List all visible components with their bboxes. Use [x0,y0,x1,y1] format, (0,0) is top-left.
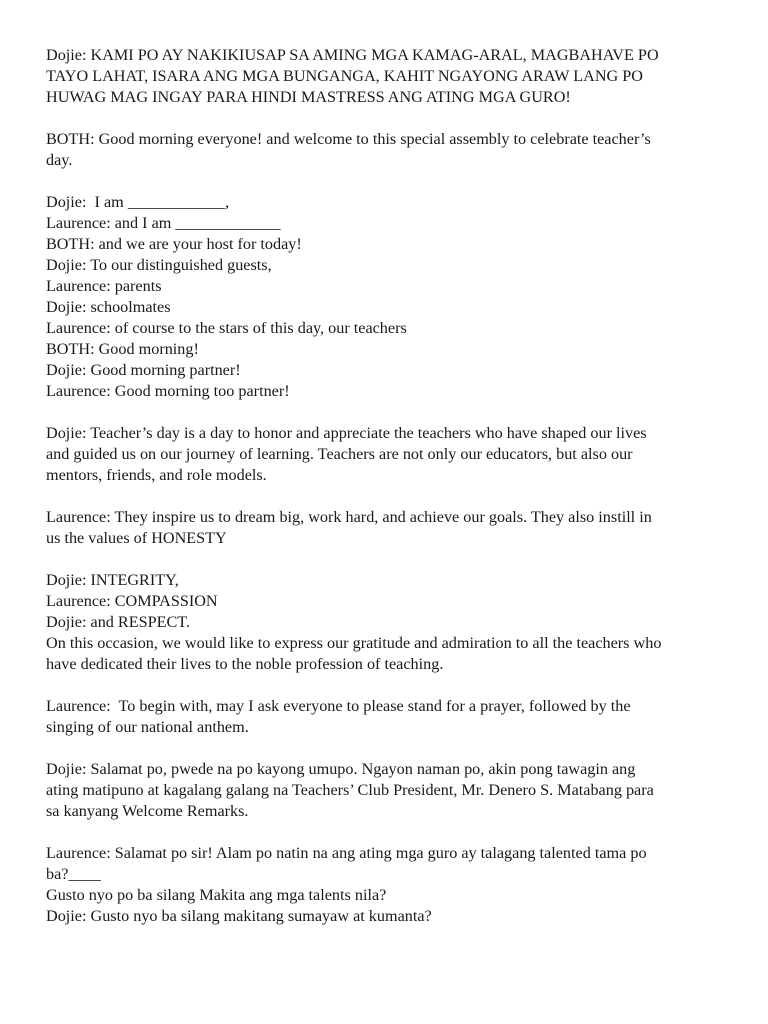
text-line: Dojie: Good morning partner! [46,361,241,379]
text-line: Dojie: To our distinguished guests, [46,256,272,274]
text-line: Dojie: schoolmates [46,298,171,316]
text-line: ating matipuno at kagalang galang na Teachers’ Club President, Mr. Denero S. Matabang para [46,781,654,799]
text-line: TAYO LAHAT, ISARA ANG MGA BUNGANGA, KAHIT NGAYONG ARAW LANG PO [46,67,643,85]
paragraph-inspire [46,507,736,549]
paragraph-values [46,570,736,675]
text-line: Laurence: COMPASSION [46,592,218,610]
paragraph-welcome-remarks [46,759,736,822]
text-line: Laurence: and I am _____________ [46,214,281,232]
script-document [46,45,736,927]
text-line: BOTH: and we are your host for today! [46,235,302,253]
text-line: mentors, friends, and role models. [46,466,267,484]
text-line: BOTH: Good morning everyone! and welcome to this special assembly to celebrate teacher’s [46,130,651,148]
paragraph-teachers-day [46,423,736,486]
paragraph-prayer [46,696,736,738]
text-line: ba?____ [46,865,101,883]
text-line: On this occasion, we would like to express our gratitude and admiration to all the teachers who [46,634,662,652]
text-line: us the values of HONESTY [46,529,227,547]
text-line: Laurence: of course to the stars of this day, our teachers [46,319,407,337]
text-line: Laurence: Good morning too partner! [46,382,290,400]
text-line: Gusto nyo po ba silang Makita ang mga talents nila? [46,886,387,904]
paragraph-host-introductions [46,192,736,402]
text-line: Dojie: Teacher’s day is a day to honor and appreciate the teachers who have shaped our lives [46,424,647,442]
paragraph-request-to-behave [46,45,736,108]
text-line: Laurence: To begin with, may I ask everyone to please stand for a prayer, followed by the [46,697,631,715]
text-line: and guided us on our journey of learning. Teachers are not only our educators, but also our [46,445,633,463]
text-line: have dedicated their lives to the noble profession of teaching. [46,655,444,673]
text-line: Dojie: KAMI PO AY NAKIKIUSAP SA AMING MGA KAMAG-ARAL, MAGBAHAVE PO [46,46,659,64]
text-line: Dojie: I am ____________, [46,193,229,211]
paragraph-talents [46,843,736,927]
text-line: Dojie: and RESPECT. [46,613,191,631]
paragraph-greeting [46,129,736,171]
text-line: Laurence: parents [46,277,162,295]
text-line: Laurence: They inspire us to dream big, work hard, and achieve our goals. They also instill in [46,508,652,526]
text-line: day. [46,151,73,169]
text-line: singing of our national anthem. [46,718,249,736]
text-line: Dojie: INTEGRITY, [46,571,179,589]
text-line: Dojie: Salamat po, pwede na po kayong umupo. Ngayon naman po, akin pong tawagin ang [46,760,636,778]
text-line: Laurence: Salamat po sir! Alam po natin na ang ating mga guro ay talagang talented tama po [46,844,647,862]
text-line: Dojie: Gusto nyo ba silang makitang sumayaw at kumanta? [46,907,432,925]
text-line: HUWAG MAG INGAY PARA HINDI MASTRESS ANG ATING MGA GURO! [46,88,571,106]
text-line: sa kanyang Welcome Remarks. [46,802,249,820]
text-line: BOTH: Good morning! [46,340,199,358]
